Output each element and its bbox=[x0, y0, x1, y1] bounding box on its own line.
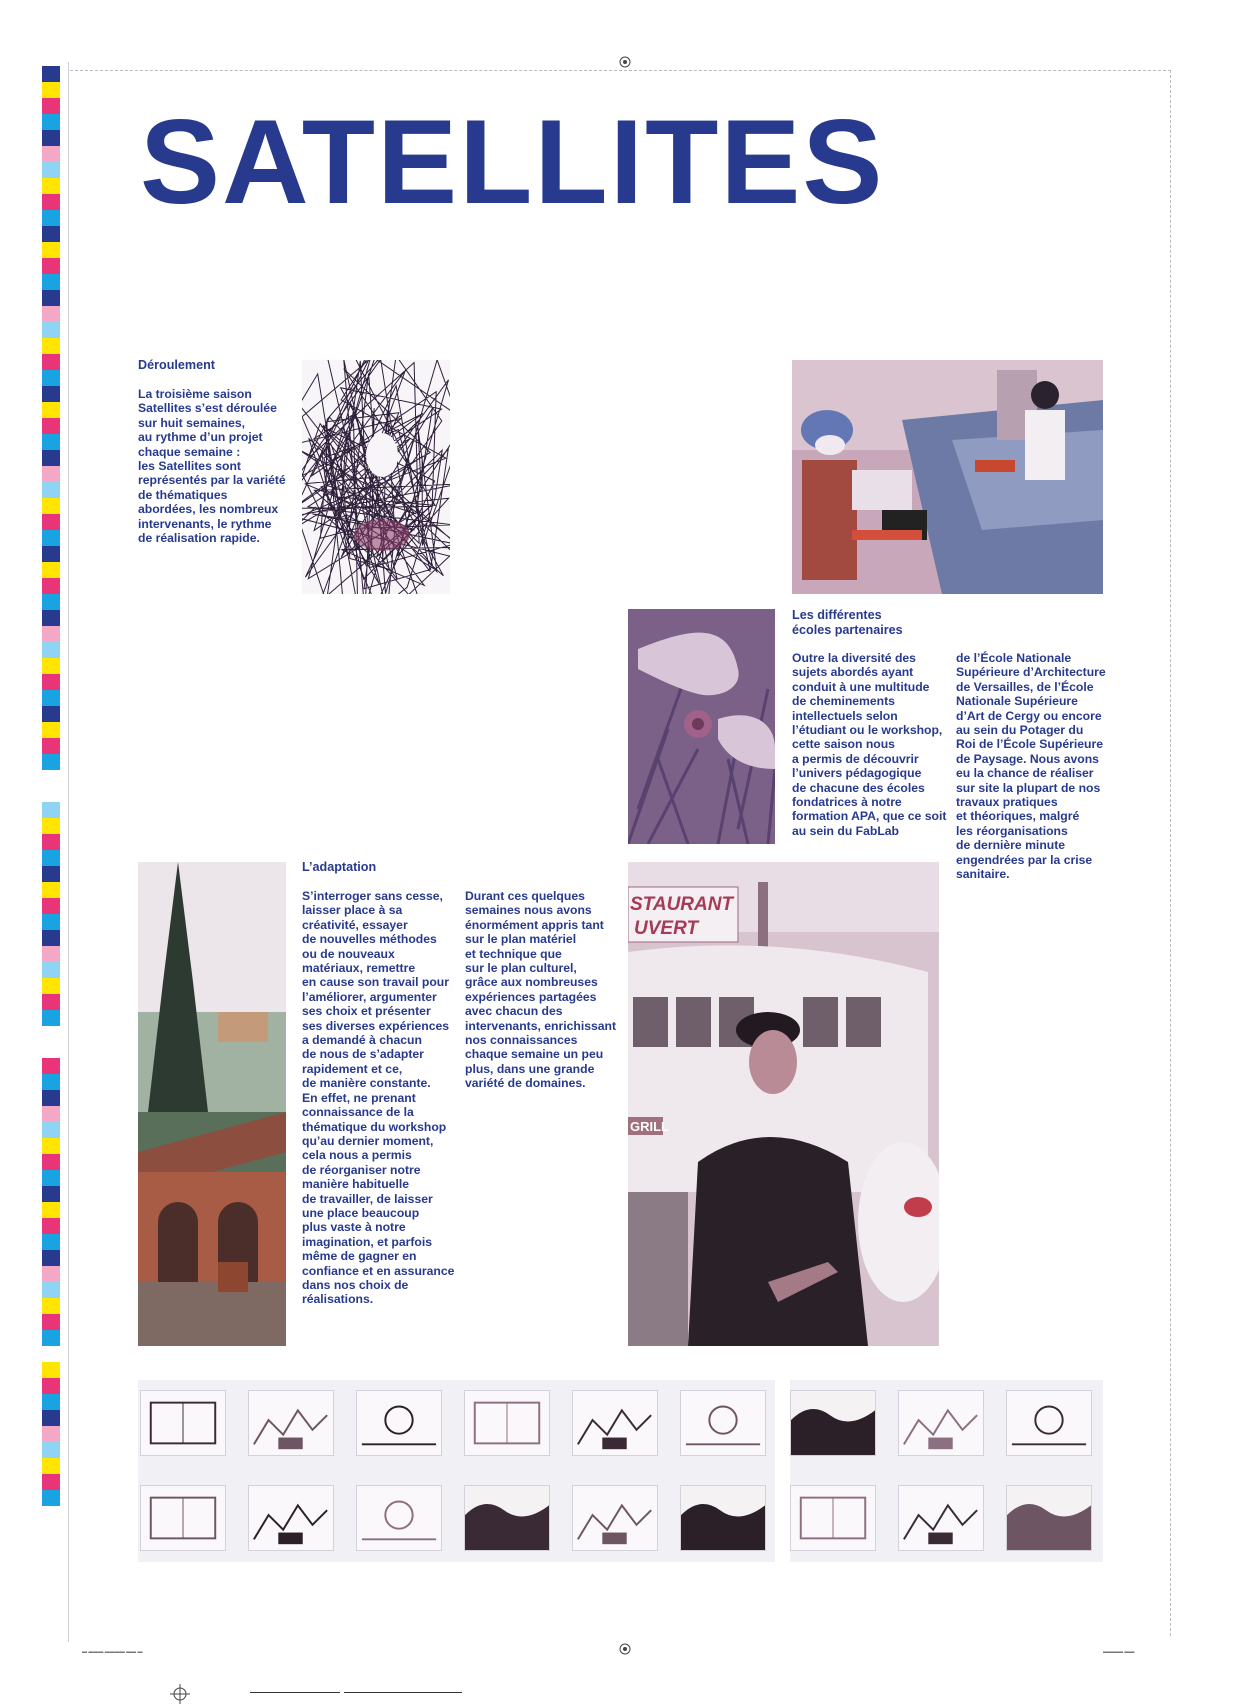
color-swatch bbox=[42, 242, 60, 258]
color-swatch bbox=[42, 1410, 60, 1426]
color-swatch bbox=[42, 1346, 60, 1362]
scribble-lines bbox=[302, 360, 450, 594]
color-swatch bbox=[42, 962, 60, 978]
thumbnail-drawing bbox=[680, 1485, 766, 1551]
color-swatch bbox=[42, 146, 60, 162]
color-swatch bbox=[42, 866, 60, 882]
color-swatch bbox=[42, 1026, 60, 1042]
section-heading-adaptation: L’adaptation bbox=[302, 860, 377, 874]
color-swatch bbox=[42, 466, 60, 482]
color-swatch bbox=[42, 674, 60, 690]
color-swatch bbox=[42, 738, 60, 754]
crosshair-mark bbox=[170, 1684, 190, 1704]
color-swatch bbox=[42, 786, 60, 802]
color-swatch bbox=[42, 306, 60, 322]
color-swatch bbox=[42, 434, 60, 450]
scribble-artwork-image bbox=[302, 360, 450, 594]
color-swatch bbox=[42, 1186, 60, 1202]
color-swatch bbox=[42, 914, 60, 930]
color-swatch bbox=[42, 386, 60, 402]
color-swatch bbox=[42, 1090, 60, 1106]
thumbnail-drawing bbox=[248, 1390, 334, 1456]
color-swatch bbox=[42, 66, 60, 82]
color-swatch bbox=[42, 1154, 60, 1170]
plant-in-hand-photo bbox=[628, 609, 775, 844]
color-swatch bbox=[42, 1298, 60, 1314]
color-swatch bbox=[42, 194, 60, 210]
color-swatch bbox=[42, 1378, 60, 1394]
color-swatch bbox=[42, 258, 60, 274]
color-swatch bbox=[42, 98, 60, 114]
color-swatch bbox=[42, 994, 60, 1010]
color-swatch bbox=[42, 1138, 60, 1154]
section-text-adaptation-col1: S’interroger sans cesse, laisser place à sa créativité, essayer de nouvelles méthodes ou de nouveaux matériaux, remettre en cause son travail pour l’améliorer, argumenter ses choix et présenter ses diverses expériences a demandé à chacun de nous de s’adapter rapidement et ce, de manière constante. En effet, ne prenant connaissance de la thématique du workshop qu’au dernier moment, cela nous a permis de réorganiser notre manière habituelle de travailler, de laisser une place beaucoup plus vaste à notre imagination, et parfois même de gagner en confiance et en assurance dans nos choix de réalisations. bbox=[302, 889, 455, 1307]
footer-slug-right: ▬▬▬▬ ▬▬ bbox=[1103, 1649, 1135, 1655]
color-swatch bbox=[42, 162, 60, 178]
color-swatch bbox=[42, 594, 60, 610]
color-swatch bbox=[42, 482, 60, 498]
color-swatch bbox=[42, 1442, 60, 1458]
thumbnail-drawing bbox=[572, 1390, 658, 1456]
color-swatch bbox=[42, 1490, 60, 1506]
thumbnail-drawing bbox=[356, 1485, 442, 1551]
color-swatch bbox=[42, 1426, 60, 1442]
color-swatch bbox=[42, 1218, 60, 1234]
registration-mark-bottom bbox=[617, 1641, 633, 1657]
color-swatch bbox=[42, 354, 60, 370]
thumbnail-drawing bbox=[898, 1390, 984, 1456]
color-swatch bbox=[42, 1474, 60, 1490]
thumbnail-drawing bbox=[140, 1390, 226, 1456]
color-swatch bbox=[42, 418, 60, 434]
color-swatch bbox=[42, 1122, 60, 1138]
registration-mark-top bbox=[617, 54, 633, 70]
color-swatch bbox=[42, 370, 60, 386]
color-swatch bbox=[42, 1042, 60, 1058]
color-swatch bbox=[42, 1106, 60, 1122]
thumbnail-drawing bbox=[572, 1485, 658, 1551]
color-swatch bbox=[42, 450, 60, 466]
color-swatch bbox=[42, 530, 60, 546]
color-swatch bbox=[42, 562, 60, 578]
printer-color-bar bbox=[42, 66, 60, 1506]
poster-title: SATELLITES bbox=[140, 95, 885, 229]
color-swatch bbox=[42, 882, 60, 898]
color-swatch bbox=[42, 1010, 60, 1026]
color-swatch bbox=[42, 642, 60, 658]
thumbnail-drawing bbox=[1006, 1390, 1092, 1456]
restaurant-sign-text: STAURANT bbox=[630, 894, 734, 915]
man-in-front-of-restaurant-photo bbox=[628, 862, 939, 1346]
color-swatch bbox=[42, 274, 60, 290]
blank-center bbox=[366, 433, 398, 477]
color-swatch bbox=[42, 978, 60, 994]
color-swatch bbox=[42, 1458, 60, 1474]
footer-slug-left: ▬ ▬▬▬ ▬▬▬▬ ▬▬ ▬ bbox=[82, 1649, 143, 1655]
color-swatch bbox=[42, 1314, 60, 1330]
restaurant-sign-text: UVERT bbox=[634, 918, 699, 939]
thumbnail-drawing bbox=[140, 1485, 226, 1551]
thumbnail-drawing bbox=[356, 1390, 442, 1456]
landscape-photo bbox=[138, 862, 286, 1346]
thumbnail-drawing bbox=[790, 1390, 876, 1456]
color-swatch bbox=[42, 82, 60, 98]
grill-sign-text: GRILL bbox=[630, 1119, 669, 1134]
color-swatch bbox=[42, 514, 60, 530]
color-swatch bbox=[42, 722, 60, 738]
section-heading-ecoles: Les différentes écoles partenaires bbox=[792, 608, 903, 637]
thumbnail-drawing bbox=[680, 1390, 766, 1456]
color-swatch bbox=[42, 1170, 60, 1186]
color-swatch bbox=[42, 770, 60, 786]
section-text-ecoles-col1: Outre la diversité des sujets abordés ayant conduit à une multitude de cheminements intellectuels selon l’étudiant ou le workshop, cette saison nous a permis de découvrir l’univers pédagogique de chacune des écoles fondatrices à notre formation APA, que ce soit au sein du FabLab bbox=[792, 651, 947, 838]
color-swatch bbox=[42, 658, 60, 674]
color-swatch bbox=[42, 1074, 60, 1090]
color-swatch bbox=[42, 626, 60, 642]
color-swatch bbox=[42, 1362, 60, 1378]
color-swatch bbox=[42, 322, 60, 338]
color-swatch bbox=[42, 610, 60, 626]
workshop-photo bbox=[792, 360, 1103, 594]
color-swatch bbox=[42, 1250, 60, 1266]
section-text-adaptation-col2: Durant ces quelques semaines nous avons énormément appris tant sur le plan matériel et technique que sur le plan culturel, grâce aux nombreuses expériences partagées avec chacun des intervenants, enrichissant nos connaissances chaque semaine un peu plus, dans une grande variété de domaines. bbox=[465, 889, 617, 1091]
thumbnail-drawing bbox=[464, 1390, 550, 1456]
color-swatch bbox=[42, 130, 60, 146]
color-swatch bbox=[42, 402, 60, 418]
color-swatch bbox=[42, 946, 60, 962]
color-swatch bbox=[42, 802, 60, 818]
section-text-ecoles-col2: de l’École Nationale Supérieure d’Architecture de Versailles, de l’École Nationale Supérieure d’Art de Cergy ou encore au sein du Potager du Roi de l’École Supérieure de Paysage. Nous avons eu la chance de réaliser sur site la plupart de nos travaux pratiques et théoriques, malgré les réorganisations de dernière minute engendrées par la crise sanitaire. bbox=[956, 651, 1106, 882]
color-swatch bbox=[42, 754, 60, 770]
color-swatch bbox=[42, 1394, 60, 1410]
section-text-deroulement: La troisième saison Satellites s’est déroulée sur huit semaines, au rythme d’un projet chaque semaine : les Satellites sont représentés par la variété de thématiques abordées, les nombreux intervenants, le rythme de réalisation rapide. bbox=[138, 387, 286, 546]
color-swatch bbox=[42, 834, 60, 850]
color-swatch bbox=[42, 1058, 60, 1074]
color-swatch bbox=[42, 178, 60, 194]
color-swatch bbox=[42, 546, 60, 562]
color-swatch bbox=[42, 1282, 60, 1298]
ink-blot bbox=[354, 519, 410, 551]
signature-line bbox=[344, 1692, 462, 1693]
color-swatch bbox=[42, 898, 60, 914]
signature-line bbox=[250, 1692, 340, 1693]
thumbnail-drawing bbox=[464, 1485, 550, 1551]
section-heading-deroulement: Déroulement bbox=[138, 358, 215, 372]
color-swatch bbox=[42, 226, 60, 242]
color-swatch bbox=[42, 338, 60, 354]
thumbnail-drawing bbox=[248, 1485, 334, 1551]
color-swatch bbox=[42, 1202, 60, 1218]
color-swatch bbox=[42, 818, 60, 834]
color-swatch bbox=[42, 930, 60, 946]
thumbnail-drawing bbox=[790, 1485, 876, 1551]
color-swatch bbox=[42, 498, 60, 514]
color-swatch bbox=[42, 114, 60, 130]
color-swatch bbox=[42, 210, 60, 226]
color-swatch bbox=[42, 706, 60, 722]
color-swatch bbox=[42, 1234, 60, 1250]
thumbnail-drawing bbox=[1006, 1485, 1092, 1551]
color-swatch bbox=[42, 690, 60, 706]
color-swatch bbox=[42, 850, 60, 866]
color-swatch bbox=[42, 578, 60, 594]
color-swatch bbox=[42, 1330, 60, 1346]
color-swatch bbox=[42, 1266, 60, 1282]
color-swatch bbox=[42, 290, 60, 306]
thumbnail-drawing bbox=[898, 1485, 984, 1551]
trim-left-line bbox=[68, 62, 69, 1642]
